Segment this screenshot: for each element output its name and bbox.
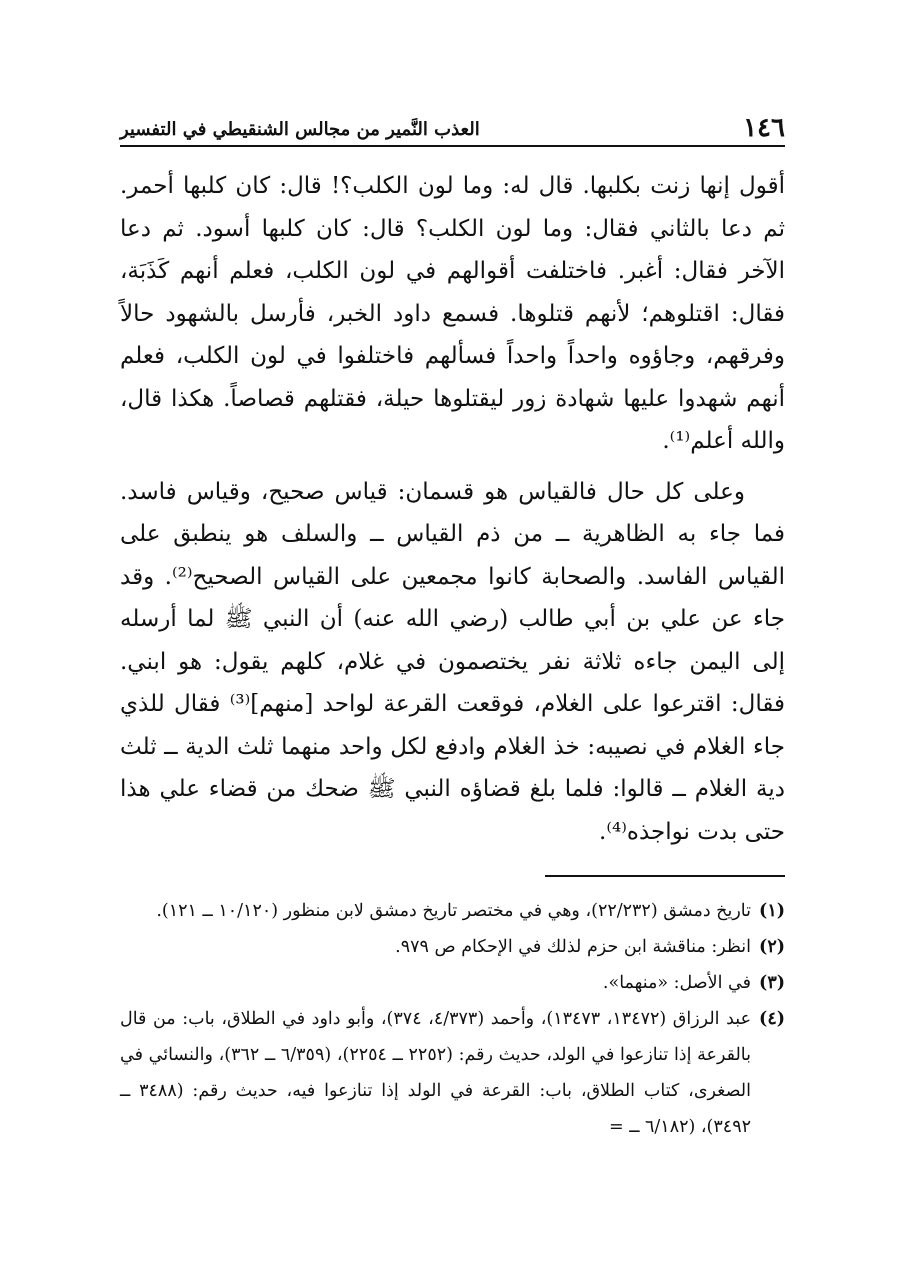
book-page <box>120 95 785 1195</box>
footnote <box>120 929 785 965</box>
footnote <box>120 965 785 1001</box>
main-text <box>120 165 785 853</box>
footnote-text: في الأصل: «منهما». <box>602 973 751 993</box>
footnote-text: عبد الرزاق (١٣٤٧٢، ١٣٤٧٣)، وأحمد (٤/٣٧٣، ٣٧٤)، وأبو داود في الطلاق، باب: من قال بالقرعة إذا تنازعوا في الولد، حديث رقم: (٢٢٥٢ ــ ٢٢٥٤)، (٦/٣٥٩ ــ ٣٦٢)، والنسائي في الصغرى، كتاب الطلاق، باب: القرعة في الولد إذا تنازعوا فيه، حديث رقم: (٣٤٨٨ ــ ٣٤٩٢)، (٦/١٨٢ ــ = <box>120 1009 752 1137</box>
footnote-number: (٢) <box>759 937 785 957</box>
paragraph: وعلى كل حال فالقياس هو قسمان: قياس صحيح، وقياس فاسد. فما جاء به الظاهرية ــ من ذم القياس ــ والسلف هو ينطبق على القياس الفاسد. والصحابة كانوا مجمعين على القياس الصحيح⁽²⁾. وقد جاء عن علي بن أبي طالب (رضي الله عنه) أن النبي ﷺ لما أرسله إلى اليمن جاءه ثلاثة نفر يختصمون في غلام، كلهم يقول: هو ابني. فقال: اقترعوا على الغلام، فوقعت القرعة لواحد [منهم]⁽³⁾ فقال للذي جاء الغلام في نصيبه: خذ الغلام وادفع لكل واحد منهما ثلث الدية ــ ثلث دية الغلام ــ قالوا: فلما بلغ قضاؤه النبي ﷺ ضحك من قضاء علي هذا حتى بدت نواجذه⁽⁴⁾. <box>120 478 785 845</box>
footnote-text: تاريخ دمشق (٢٢/٢٣٢)، وهي في مختصر تاريخ دمشق لابن منظور (١٠/١٢٠ ــ ١٢١). <box>156 901 751 921</box>
running-title: العذب النَّمير من مجالس الشنقيطي في التفسير <box>120 119 480 141</box>
footnote-text: انظر: مناقشة ابن حزم لذلك في الإحكام ص ٩٧٩. <box>395 937 751 957</box>
footnote-separator <box>545 875 785 877</box>
page-number: ١٤٦ <box>743 113 785 143</box>
page-header <box>120 95 785 147</box>
footnote-number: (١) <box>759 901 785 921</box>
paragraph: أقول إنها زنت بكلبها. قال له: وما لون الكلب؟! قال: كان كلبها أحمر. ثم دعا بالثاني فقال: وما لون الكلب؟ قال: كان كلبها أسود. ثم دعا الآخر فقال: أغبر. فاختلفت أقوالهم في لون الكلب، فعلم أنهم كَذَبَة، فقال: اقتلوهم؛ لأنهم قتلوها. فسمع داود الخبر، فأرسل بالشهود حالاً وفرقهم، وجاؤوه واحداً واحداً فسألهم فاختلفوا في لون الكلب، فعلم أنهم شهدوا عليها شهادة زور ليقتلوها حيلة، فقتلهم قصاصاً. هكذا قال، والله أعلم⁽¹⁾. <box>120 173 785 454</box>
footnote <box>120 1001 785 1145</box>
footnotes <box>120 893 785 1145</box>
footnote-number: (٤) <box>759 1009 785 1029</box>
footnote <box>120 893 785 929</box>
footnote-number: (٣) <box>759 973 785 993</box>
